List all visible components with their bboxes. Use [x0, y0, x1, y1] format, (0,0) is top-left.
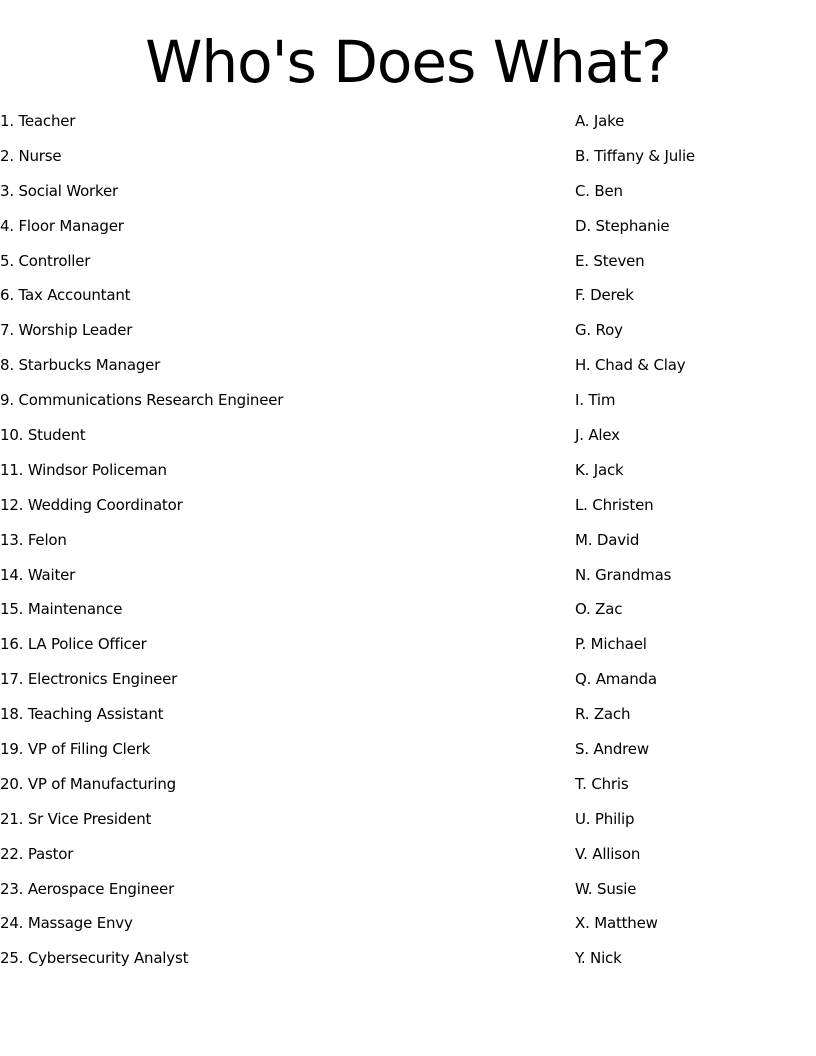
job-item: 20. VP of Manufacturing: [0, 774, 176, 793]
job-item: 6. Tax Accountant: [0, 286, 131, 305]
job-item: 1. Teacher: [0, 112, 76, 130]
person-item: H. Chad & Clay: [575, 356, 686, 375]
person-item: I. Tim: [575, 391, 616, 410]
job-item: 15. Maintenance: [0, 600, 123, 619]
person-item: S. Andrew: [575, 740, 649, 759]
person-item: D. Stephanie: [575, 216, 670, 235]
person-item: P. Michael: [575, 635, 647, 654]
job-item: 12. Wedding Coordinator: [0, 495, 183, 514]
person-item: B. Tiffany & Julie: [575, 146, 695, 165]
job-item: 23. Aerospace Engineer: [0, 879, 175, 898]
person-item: F. Derek: [575, 286, 634, 305]
person-item: X. Matthew: [575, 914, 658, 933]
person-item: O. Zac: [575, 600, 623, 619]
person-item: E. Steven: [575, 251, 645, 270]
person-item: T. Chris: [575, 774, 629, 793]
job-item: 18. Teaching Assistant: [0, 705, 164, 724]
job-item: 4. Floor Manager: [0, 216, 124, 235]
person-item: G. Roy: [575, 321, 623, 340]
job-item: 19. VP of Filing Clerk: [0, 740, 151, 759]
job-item: 7. Worship Leader: [0, 321, 133, 340]
people-list: [575, 112, 695, 984]
person-item: M. David: [575, 530, 640, 549]
job-item: 13. Felon: [0, 530, 67, 549]
job-item: 22. Pastor: [0, 844, 74, 863]
person-item: K. Jack: [575, 460, 624, 479]
person-item: Q. Amanda: [575, 670, 657, 689]
job-item: 16. LA Police Officer: [0, 635, 147, 654]
person-item: L. Christen: [575, 495, 654, 514]
person-item: W. Susie: [575, 879, 637, 898]
person-item: C. Ben: [575, 181, 623, 200]
job-item: 14. Waiter: [0, 565, 76, 584]
job-item: 10. Student: [0, 426, 86, 445]
job-item: 25. Cybersecurity Analyst: [0, 949, 189, 968]
person-item: N. Grandmas: [575, 565, 672, 584]
job-item: 3. Social Worker: [0, 181, 118, 200]
person-item: Y. Nick: [575, 949, 622, 968]
person-item: R. Zach: [575, 705, 631, 724]
person-item: J. Alex: [575, 426, 620, 445]
page-title: Who's Does What?: [145, 28, 671, 96]
job-item: 11. Windsor Policeman: [0, 460, 167, 479]
job-item: 5. Controller: [0, 251, 91, 270]
job-item: 8. Starbucks Manager: [0, 356, 161, 375]
job-item: 17. Electronics Engineer: [0, 670, 178, 689]
job-item: 9. Communications Research Engineer: [0, 391, 284, 410]
job-item: 2. Nurse: [0, 146, 62, 165]
job-item: 24. Massage Envy: [0, 914, 133, 933]
person-item: U. Philip: [575, 809, 635, 828]
person-item: V. Allison: [575, 844, 641, 863]
jobs-list: [0, 112, 283, 984]
job-item: 21. Sr Vice President: [0, 809, 152, 828]
person-item: A. Jake: [575, 112, 625, 130]
